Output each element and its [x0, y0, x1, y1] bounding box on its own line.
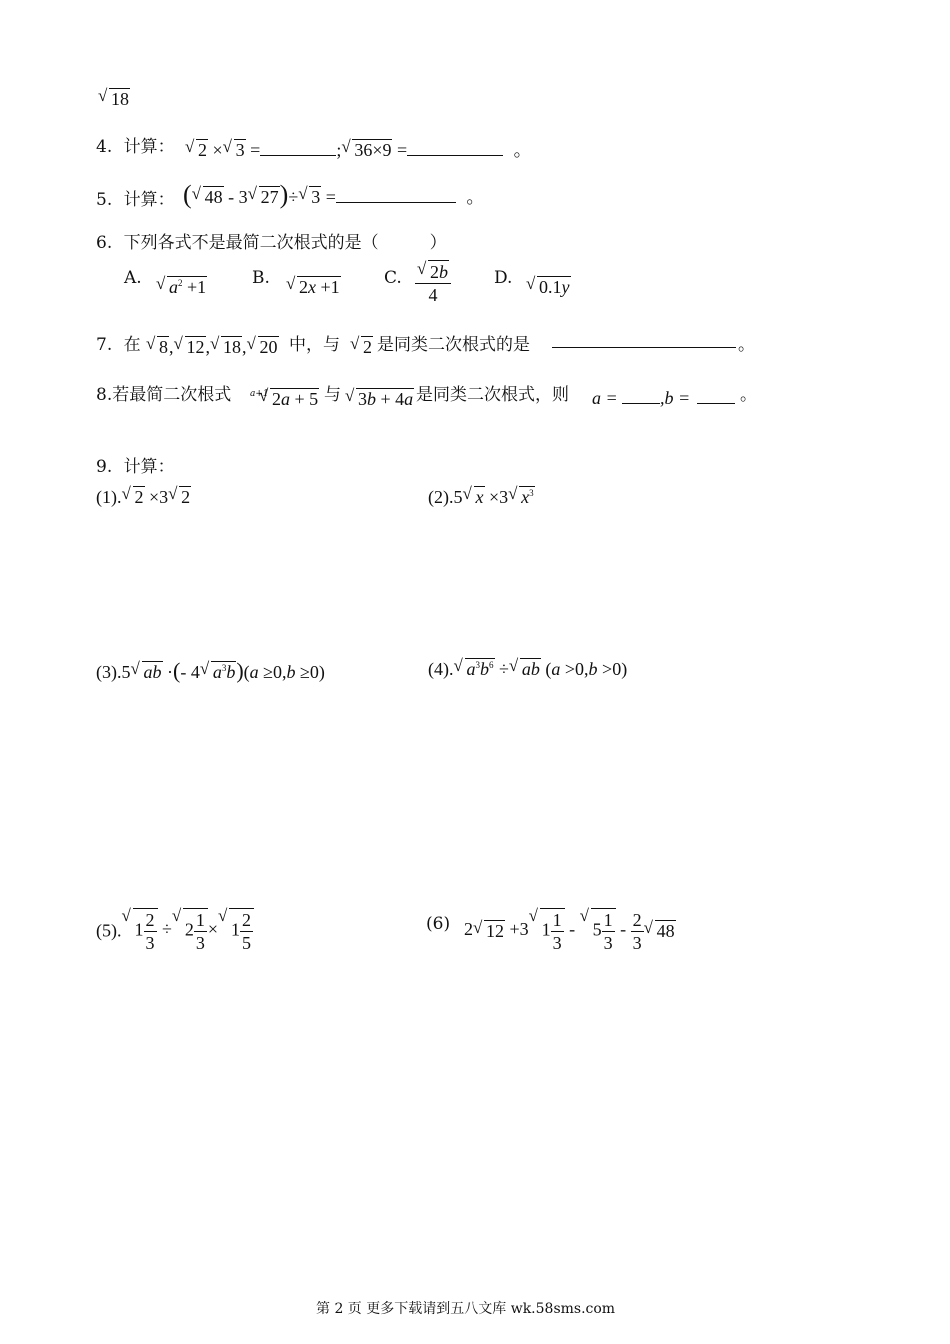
q9-item-1: (1).√ 2 ×3√ 2 [96, 486, 191, 508]
q4-label: 计算： [123, 137, 175, 157]
q9-item-4-label: (4). [428, 659, 454, 679]
question-5 [96, 185, 175, 210]
q8-number: 8. [96, 385, 113, 405]
q8-end: 。 [740, 385, 757, 405]
q8-suffix: 是同类二次根式，则 [416, 385, 569, 405]
q7-prefix: 在 [123, 335, 141, 355]
top-fragment: √ 18 [98, 88, 130, 110]
q9-number: 9. [96, 457, 113, 477]
q6-option-b[interactable]: √ 2x +1 [286, 276, 341, 298]
q5-number: 5. [96, 190, 113, 210]
q9-item-3: (3).5√ ab ·(- 4√ $a^3b)(a \ge 0,b \ge 0)$ [96, 658, 325, 684]
q6-option-c[interactable]: √ $\frac{2b}{4}$ [415, 260, 451, 306]
q9-item-5-label: (5). [96, 920, 122, 941]
q8-prefix: 若最简二次根式 [112, 385, 232, 405]
q4-blank-1[interactable] [260, 141, 336, 156]
question-9 [96, 452, 175, 477]
q7-number: 7. [96, 335, 113, 355]
q8-radical-2: √ 3b + 4a [345, 388, 414, 410]
q7-target: √ 2 [350, 336, 373, 358]
q8-a-blank[interactable] [622, 389, 660, 404]
q7-mid: 中，与 [289, 335, 340, 355]
q9-item-1-label: (1). [96, 487, 122, 507]
question-8 [96, 380, 231, 405]
q5-expression: (√ 48 - 3√ 27)÷√ 3 = 。 [183, 180, 484, 210]
q7-answer-blank[interactable] [552, 331, 736, 348]
q5-blank[interactable] [336, 188, 456, 203]
q9-item-6: 2√ 12 +3√ 1 $\frac{1}{3}$ - √ 5 $\frac{1}{3}$ - $\frac{2}{3}$ √ 48 [464, 908, 676, 954]
q4-end: 。 [513, 140, 532, 160]
q4-sep: ; [336, 140, 342, 160]
q8-b-blank[interactable] [697, 389, 735, 404]
q6-text: 下列各式不是最简二次根式的是（ ） [123, 233, 447, 253]
q7-end: 。 [738, 335, 755, 355]
q9-item-2: (2).5√ x ×3√ $x^3$ [428, 486, 535, 508]
q8-b-label: ,b = [660, 388, 691, 408]
q4-number: 4. [96, 137, 113, 157]
q9-item-3-label: (3). [96, 662, 122, 682]
page-footer: 第 2 页 更多下载请到五八文库 wk.58sms.com [316, 1301, 616, 1317]
q6-option-a[interactable]: √ $a^2 +1$ [156, 276, 207, 298]
q6-option-c-letter: C. [384, 268, 402, 288]
q8-mid: 与 [324, 385, 341, 405]
q9-label: 计算： [123, 457, 175, 477]
question-7 [96, 330, 141, 355]
q5-label: 计算： [123, 190, 175, 210]
q9-item-6-label: (6) [426, 914, 451, 934]
q6-option-d-letter: D. [494, 268, 513, 288]
q9-item-2-label: (2). [428, 487, 454, 507]
q9-item-4: (4).√ $a^3b^6$ ÷√ ab (a >0,b >0) [428, 658, 627, 680]
q8-root-index: a+1 [250, 389, 269, 399]
q5-end: 。 [466, 187, 485, 207]
question-4 [96, 132, 175, 157]
q6-number: 6. [96, 233, 113, 253]
q6-option-a-letter: A. [124, 268, 142, 288]
q7-suffix: 是同类二次根式的是 [377, 335, 530, 355]
q6-option-d[interactable]: √ 0.1y [526, 276, 571, 298]
question-6 [96, 228, 447, 253]
q9-item-5: (5).√ 1 $\frac{2}{3}$ ÷√ 2 $\frac{1}{3}$ ×√ 1 $\frac{2}{5}$ [96, 908, 254, 954]
q4-expression: √ 2 ×√ 3 = ;√ 36×9 = 。 [185, 136, 532, 162]
q7-list: √ 8,√ 12,√ 18,√ 20 [146, 336, 279, 358]
q8-a-label: a = [592, 388, 618, 408]
q4-blank-2[interactable] [407, 141, 503, 156]
q6-option-b-letter: B. [252, 268, 270, 288]
q8-radical-1: √ 2a + 5 [259, 388, 319, 410]
